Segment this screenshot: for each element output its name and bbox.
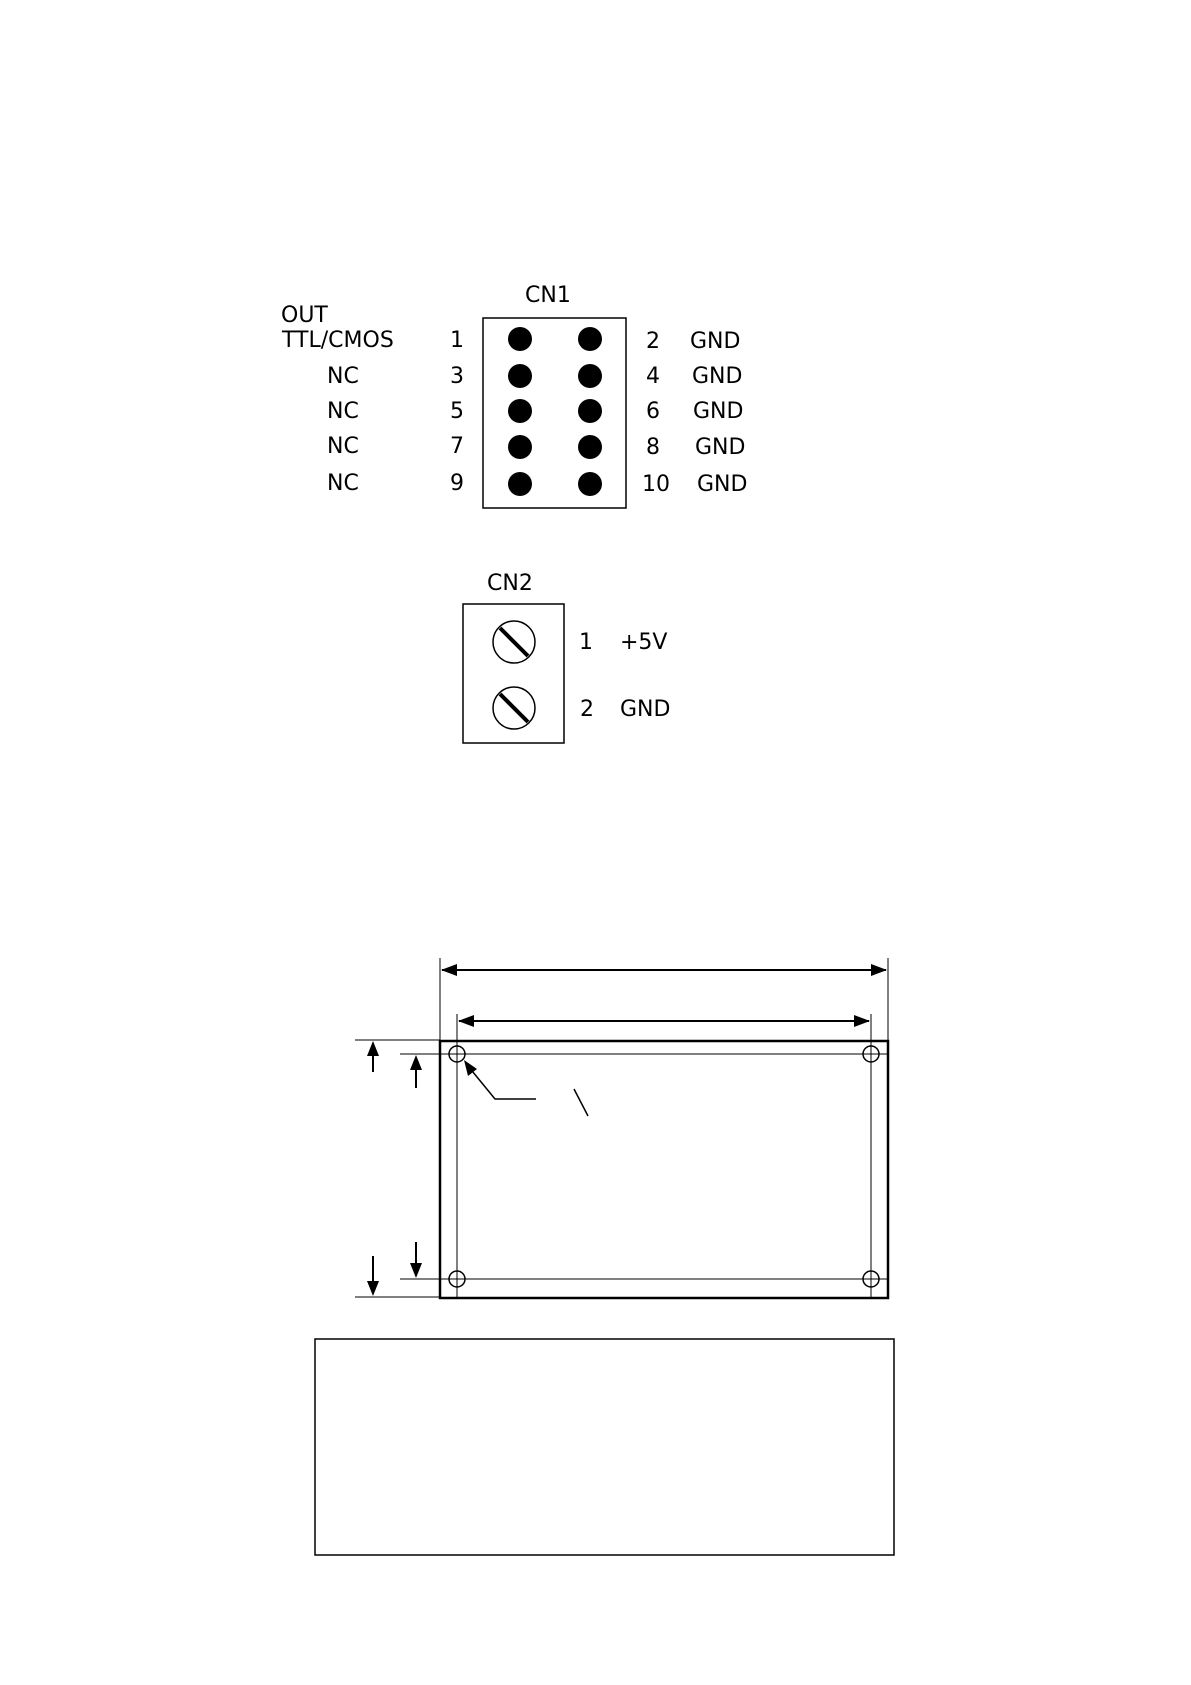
cn2-signal-pin-1: +5V	[620, 630, 668, 655]
cn1-pin-number-2: 2	[646, 329, 660, 354]
cn1-pin-2-dot	[578, 327, 602, 351]
cn2-screw-terminal-1	[493, 621, 535, 663]
cn1-pin-4-dot	[578, 364, 602, 388]
cn1-out-label: OUT	[281, 303, 328, 328]
cn1-pin-number-4: 4	[646, 364, 660, 389]
cn1-pin-number-7: 7	[450, 434, 464, 459]
cn1-housing	[483, 318, 626, 508]
cn1-pin-number-9: 9	[450, 471, 464, 496]
notes-box	[315, 1339, 894, 1555]
cn1-signal-pin-3: NC	[327, 364, 359, 389]
cn1-connector	[281, 283, 747, 508]
board-outline-drawing	[355, 958, 888, 1298]
cn1-signal-pin-9: NC	[327, 471, 359, 496]
hole-callout-leader	[464, 1060, 588, 1116]
cn1-signal-pin-10: GND	[697, 472, 748, 497]
hole-pitch-height-dimension	[410, 1055, 422, 1278]
cn1-pin-8-dot	[578, 435, 602, 459]
cn1-signal-pin-8: GND	[695, 435, 746, 460]
cn1-signal-pin-6: GND	[693, 399, 744, 424]
cn1-pin-9-dot	[508, 472, 532, 496]
cn1-signal-pin-4: GND	[692, 364, 743, 389]
cn2-connector	[463, 571, 670, 743]
cn2-signal-pin-2: GND	[620, 697, 671, 722]
cn1-pin-number-5: 5	[450, 399, 464, 424]
cn1-pin-7-dot	[508, 435, 532, 459]
overall-height-dimension	[367, 1041, 379, 1296]
cn1-signal-pin-2: GND	[690, 329, 741, 354]
cn1-pin-number-6: 6	[646, 399, 660, 424]
cn1-pin-number-3: 3	[450, 364, 464, 389]
cn2-screw-terminal-2	[493, 687, 535, 729]
cn1-pin-number-8: 8	[646, 435, 660, 460]
cn1-pin-3-dot	[508, 364, 532, 388]
board-outline	[440, 1041, 888, 1298]
cn1-title: CN1	[525, 283, 571, 308]
cn2-title: CN2	[487, 571, 533, 596]
cn1-pin-1-dot	[508, 327, 532, 351]
cn1-pin-number-10: 10	[642, 472, 670, 497]
cn1-signal-pin-1: TTL/CMOS	[282, 328, 394, 353]
cn1-pin-5-dot	[508, 399, 532, 423]
cn1-signal-pin-7: NC	[327, 434, 359, 459]
hole-pitch-width-dimension	[458, 1015, 870, 1027]
cn2-pin-number-1: 1	[579, 630, 593, 655]
cn2-pin-number-2: 2	[580, 697, 594, 722]
cn1-signal-pin-5: NC	[327, 399, 359, 424]
cn1-pin-6-dot	[578, 399, 602, 423]
overall-width-dimension	[440, 958, 888, 1041]
cn1-pin-number-1: 1	[450, 328, 464, 353]
cn1-pin-10-dot	[578, 472, 602, 496]
cn2-housing	[463, 604, 564, 743]
